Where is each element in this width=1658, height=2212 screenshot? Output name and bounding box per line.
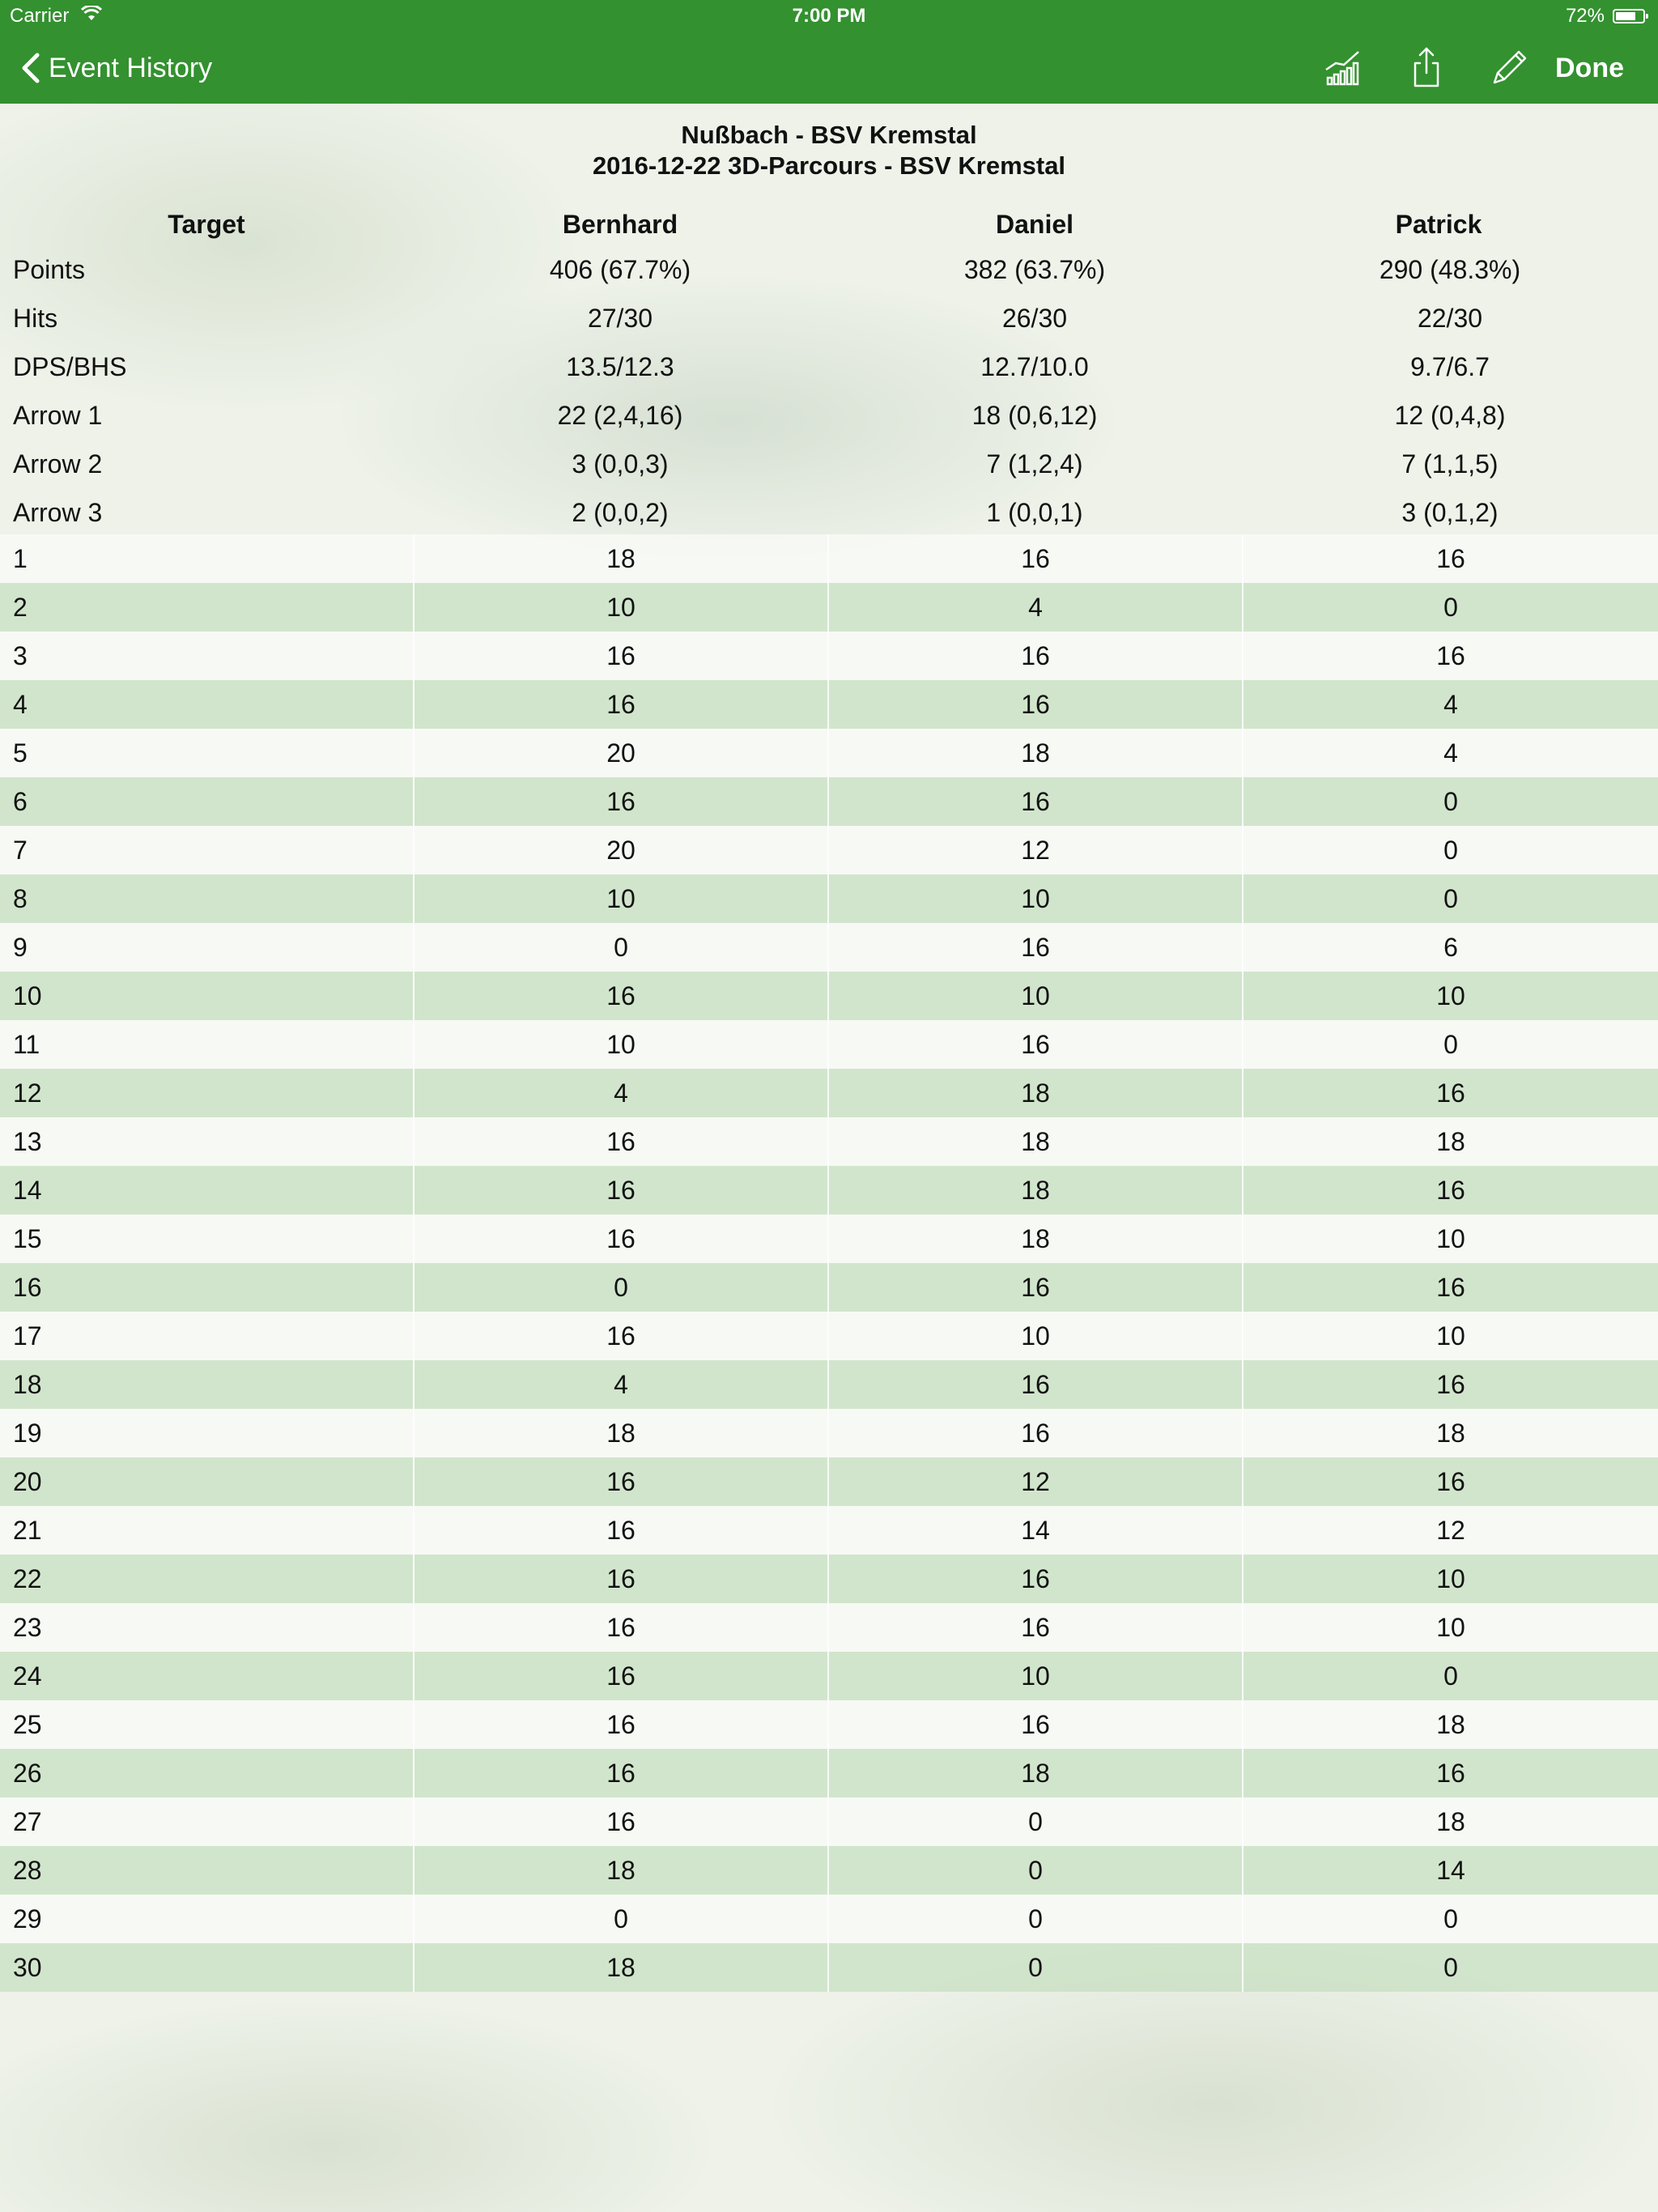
score-cell: 16 <box>413 1603 827 1652</box>
target-number: 7 <box>13 836 28 865</box>
table-row <box>0 1166 1658 1214</box>
summary-row <box>0 294 1658 342</box>
score-cell: 10 <box>827 874 1242 923</box>
table-row <box>0 534 1658 583</box>
score-cell: 18 <box>827 1117 1242 1166</box>
target-number: 10 <box>13 981 42 1010</box>
column-header-patrick: Patrick <box>1395 210 1482 239</box>
chevron-left-icon <box>15 50 49 86</box>
table-row <box>0 1214 1658 1263</box>
score-cell: 16 <box>827 1263 1242 1312</box>
summary-value: 7 (1,2,4) <box>986 449 1083 479</box>
target-number: 23 <box>13 1613 42 1642</box>
summary-table <box>0 245 1658 537</box>
score-cell: 0 <box>827 1846 1242 1895</box>
score-cell: 0 <box>1242 874 1658 923</box>
back-button-label: Event History <box>49 52 213 83</box>
score-cell: 18 <box>413 534 827 583</box>
summary-value: 382 (63.7%) <box>963 255 1106 284</box>
score-cell: 16 <box>1242 1263 1658 1312</box>
score-cell: 16 <box>827 1020 1242 1069</box>
summary-value: 2 (0,0,2) <box>572 498 669 527</box>
summary-value: 22/30 <box>1417 304 1483 333</box>
table-row <box>0 632 1658 680</box>
target-number: 30 <box>13 1953 42 1982</box>
summary-value: 3 (0,1,2) <box>1401 498 1499 527</box>
status-bar <box>0 0 1658 32</box>
summary-label: DPS/BHS <box>13 352 127 381</box>
score-cell: 0 <box>413 1263 827 1312</box>
event-title: Nußbach - BSV Kremstal <box>681 121 977 149</box>
score-cell: 14 <box>1242 1846 1658 1895</box>
battery-percent: 72% <box>1565 5 1605 27</box>
score-cell: 4 <box>413 1069 827 1117</box>
summary-row <box>0 391 1658 440</box>
summary-value: 12 (0,4,8) <box>1394 401 1506 430</box>
summary-label: Points <box>13 255 85 284</box>
score-cell: 16 <box>413 1555 827 1603</box>
table-row <box>0 1943 1658 1992</box>
target-number: 26 <box>13 1759 42 1788</box>
score-cell: 10 <box>827 972 1242 1020</box>
score-cell: 18 <box>827 1166 1242 1214</box>
target-number: 16 <box>13 1273 42 1302</box>
table-row <box>0 972 1658 1020</box>
score-cell: 16 <box>413 1700 827 1749</box>
score-cell: 16 <box>827 1555 1242 1603</box>
score-cell: 16 <box>413 632 827 680</box>
column-header-bernhard: Bernhard <box>562 210 678 239</box>
event-subtitle: 2016-12-22 3D-Parcours - BSV Kremstal <box>592 151 1066 180</box>
score-cell: 18 <box>827 1749 1242 1797</box>
score-cell: 16 <box>1242 1749 1658 1797</box>
table-row <box>0 1457 1658 1506</box>
summary-label: Arrow 3 <box>13 498 103 527</box>
score-cell: 16 <box>827 680 1242 729</box>
score-cell: 16 <box>413 1457 827 1506</box>
chart-icon[interactable] <box>1321 45 1367 91</box>
score-cell: 16 <box>827 923 1242 972</box>
summary-value: 27/30 <box>587 304 653 333</box>
target-number: 22 <box>13 1564 42 1593</box>
score-cell: 16 <box>413 1506 827 1555</box>
score-cell: 16 <box>827 1603 1242 1652</box>
target-number: 25 <box>13 1710 42 1739</box>
target-number: 24 <box>13 1661 42 1691</box>
event-heading <box>0 120 1658 181</box>
score-cell: 16 <box>827 632 1242 680</box>
summary-value: 26/30 <box>1001 304 1068 333</box>
target-number: 27 <box>13 1807 42 1836</box>
score-cell: 4 <box>1242 729 1658 777</box>
target-number: 15 <box>13 1224 42 1253</box>
table-row <box>0 1117 1658 1166</box>
target-number: 19 <box>13 1419 42 1448</box>
score-cell: 10 <box>413 583 827 632</box>
score-cell: 0 <box>827 1943 1242 1992</box>
score-cell: 16 <box>827 1700 1242 1749</box>
target-number: 5 <box>13 738 28 768</box>
score-cell: 18 <box>827 1214 1242 1263</box>
score-cell: 16 <box>413 972 827 1020</box>
score-cell: 0 <box>1242 583 1658 632</box>
score-cell: 0 <box>1242 1020 1658 1069</box>
score-cell: 16 <box>1242 1166 1658 1214</box>
status-time: 7:00 PM <box>792 5 866 27</box>
summary-value: 13.5/12.3 <box>566 352 674 381</box>
score-cell: 16 <box>413 1312 827 1360</box>
summary-value: 22 (2,4,16) <box>557 401 683 430</box>
table-row <box>0 777 1658 826</box>
score-table <box>0 534 1658 1992</box>
target-number: 20 <box>13 1467 42 1496</box>
score-cell: 16 <box>827 777 1242 826</box>
score-cell: 10 <box>1242 1603 1658 1652</box>
score-cell: 10 <box>1242 1312 1658 1360</box>
target-number: 4 <box>13 690 28 719</box>
score-cell: 0 <box>1242 1943 1658 1992</box>
table-row <box>0 874 1658 923</box>
table-row <box>0 1555 1658 1603</box>
table-row <box>0 1603 1658 1652</box>
score-cell: 0 <box>1242 1652 1658 1700</box>
table-row <box>0 1069 1658 1117</box>
score-cell: 12 <box>827 1457 1242 1506</box>
summary-value: 406 (67.7%) <box>549 255 691 284</box>
score-cell: 18 <box>827 1069 1242 1117</box>
score-cell: 10 <box>413 1020 827 1069</box>
table-row <box>0 680 1658 729</box>
target-number: 17 <box>13 1321 42 1351</box>
score-cell: 16 <box>413 1797 827 1846</box>
table-row <box>0 1700 1658 1749</box>
pencil-icon[interactable] <box>1486 45 1532 91</box>
table-row <box>0 826 1658 874</box>
score-cell: 20 <box>413 826 827 874</box>
table-row <box>0 1360 1658 1409</box>
score-cell: 16 <box>1242 1457 1658 1506</box>
target-number: 6 <box>13 787 28 816</box>
score-cell: 16 <box>827 1409 1242 1457</box>
column-header-target: Target <box>168 210 245 239</box>
table-row <box>0 1749 1658 1797</box>
summary-value: 3 (0,0,3) <box>572 449 669 479</box>
table-row <box>0 1797 1658 1846</box>
target-number: 18 <box>13 1370 42 1399</box>
table-row <box>0 923 1658 972</box>
score-cell: 4 <box>827 583 1242 632</box>
score-cell: 4 <box>1242 680 1658 729</box>
score-cell: 0 <box>1242 777 1658 826</box>
score-cell: 18 <box>413 1943 827 1992</box>
score-cell: 18 <box>1242 1700 1658 1749</box>
score-cell: 18 <box>1242 1797 1658 1846</box>
score-cell: 18 <box>1242 1409 1658 1457</box>
score-cell: 0 <box>1242 1895 1658 1943</box>
summary-label: Arrow 1 <box>13 401 103 430</box>
table-row <box>0 1652 1658 1700</box>
score-cell: 0 <box>827 1895 1242 1943</box>
summary-row <box>0 342 1658 391</box>
target-number: 13 <box>13 1127 42 1156</box>
score-cell: 20 <box>413 729 827 777</box>
score-cell: 10 <box>827 1312 1242 1360</box>
score-cell: 16 <box>413 1652 827 1700</box>
score-cell: 16 <box>1242 534 1658 583</box>
table-row <box>0 1020 1658 1069</box>
score-cell: 16 <box>413 1117 827 1166</box>
score-cell: 18 <box>827 729 1242 777</box>
score-cell: 16 <box>413 680 827 729</box>
score-cell: 18 <box>413 1846 827 1895</box>
target-number: 3 <box>13 641 28 670</box>
target-number: 29 <box>13 1904 42 1933</box>
summary-row <box>0 440 1658 488</box>
summary-label: Hits <box>13 304 58 333</box>
target-number: 12 <box>13 1078 42 1108</box>
target-number: 28 <box>13 1856 42 1885</box>
table-row <box>0 729 1658 777</box>
summary-value: 12.7/10.0 <box>980 352 1089 381</box>
score-cell: 14 <box>827 1506 1242 1555</box>
score-cell: 0 <box>413 1895 827 1943</box>
score-cell: 16 <box>413 1214 827 1263</box>
score-cell: 10 <box>413 874 827 923</box>
summary-value: 290 (48.3%) <box>1379 255 1521 284</box>
score-cell: 16 <box>413 777 827 826</box>
column-header-daniel: Daniel <box>995 210 1074 239</box>
table-row <box>0 1506 1658 1555</box>
score-cell: 10 <box>1242 1555 1658 1603</box>
summary-value: 7 (1,1,5) <box>1401 449 1499 479</box>
table-row <box>0 1895 1658 1943</box>
summary-row <box>0 488 1658 537</box>
target-number: 1 <box>13 544 28 573</box>
back-button[interactable] <box>15 32 212 104</box>
score-cell: 6 <box>1242 923 1658 972</box>
score-cell: 18 <box>413 1409 827 1457</box>
score-cell: 16 <box>1242 1069 1658 1117</box>
summary-label: Arrow 2 <box>13 449 103 479</box>
target-number: 21 <box>13 1516 42 1545</box>
target-number: 8 <box>13 884 28 913</box>
score-cell: 0 <box>1242 826 1658 874</box>
table-row <box>0 583 1658 632</box>
score-cell: 16 <box>827 1360 1242 1409</box>
table-row <box>0 1846 1658 1895</box>
share-icon[interactable] <box>1404 45 1449 91</box>
target-number: 14 <box>13 1176 42 1205</box>
battery-icon <box>1613 9 1645 23</box>
summary-value: 9.7/6.7 <box>1410 352 1490 381</box>
score-cell: 18 <box>1242 1117 1658 1166</box>
score-cell: 12 <box>827 826 1242 874</box>
table-row <box>0 1409 1658 1457</box>
score-cell: 16 <box>413 1166 827 1214</box>
score-cell: 16 <box>1242 632 1658 680</box>
score-cell: 10 <box>827 1652 1242 1700</box>
target-number: 11 <box>13 1030 40 1059</box>
score-cell: 0 <box>413 923 827 972</box>
score-cell: 16 <box>1242 1360 1658 1409</box>
top-bar <box>0 0 1658 104</box>
summary-row <box>0 245 1658 294</box>
score-cell: 10 <box>1242 1214 1658 1263</box>
score-cell: 16 <box>413 1749 827 1797</box>
summary-value: 1 (0,0,1) <box>986 498 1083 527</box>
carrier-label: Carrier <box>10 5 70 27</box>
score-cell: 10 <box>1242 972 1658 1020</box>
score-cell: 12 <box>1242 1506 1658 1555</box>
done-button[interactable]: Done <box>1555 53 1624 83</box>
target-number: 2 <box>13 593 28 622</box>
table-header <box>0 204 1658 245</box>
score-cell: 0 <box>827 1797 1242 1846</box>
target-number: 9 <box>13 933 28 962</box>
table-row <box>0 1312 1658 1360</box>
score-cell: 16 <box>827 534 1242 583</box>
summary-value: 18 (0,6,12) <box>971 401 1098 430</box>
score-cell: 4 <box>413 1360 827 1409</box>
navigation-bar <box>0 32 1658 104</box>
table-row <box>0 1263 1658 1312</box>
